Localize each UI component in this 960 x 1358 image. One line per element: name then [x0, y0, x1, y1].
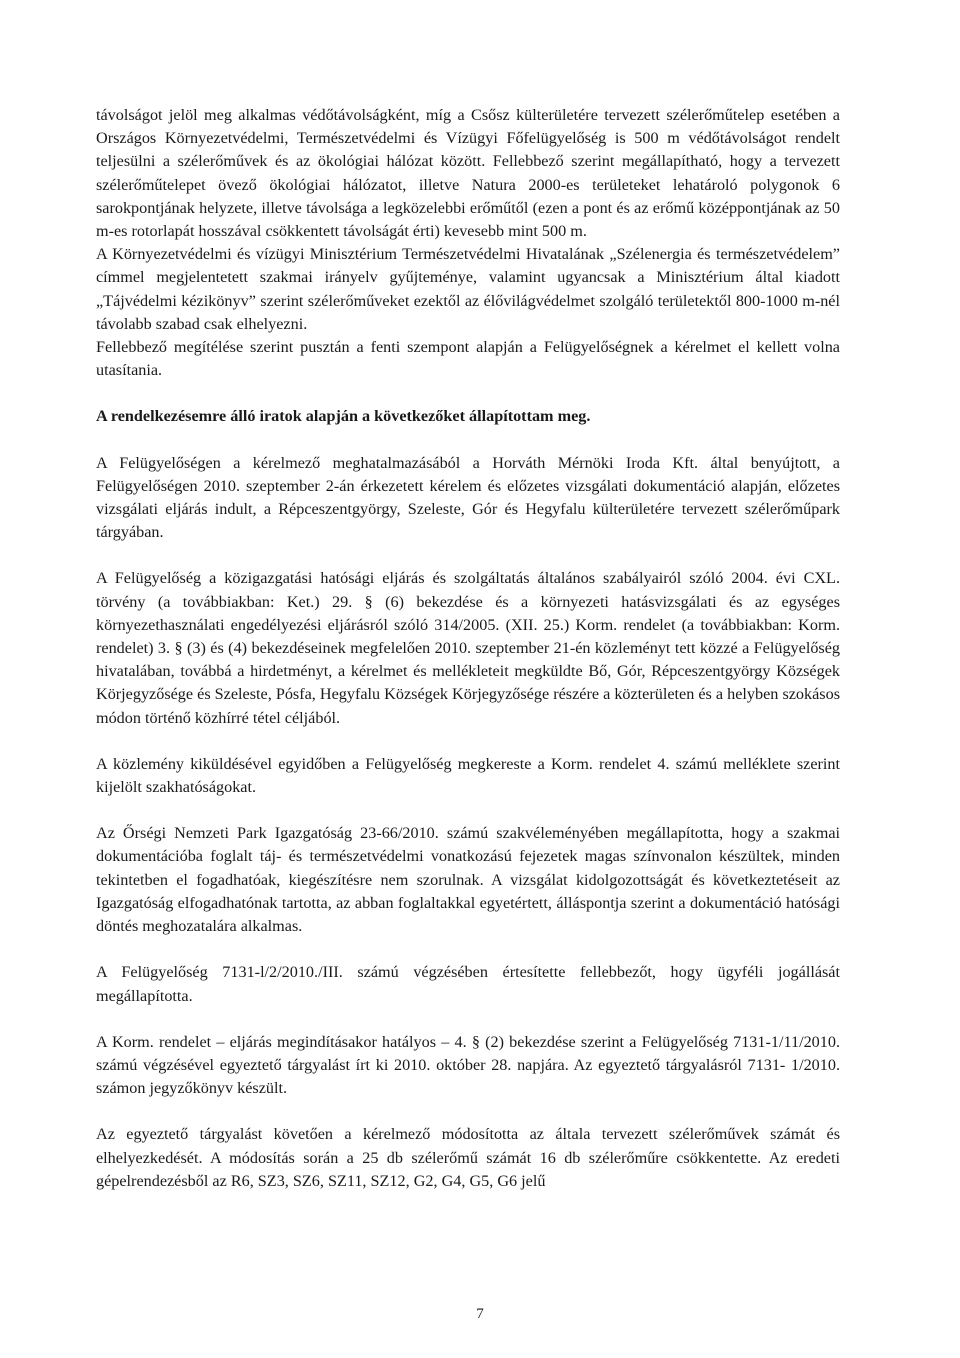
- spacer: [96, 1008, 840, 1031]
- paragraph-application: A Felügyelőségen a kérelmező meghatalmazásából a Horváth Mérnöki Iroda Kft. által benyújtott, a Felügyelőségen 2010. szeptember 2-án érkezetett kérelem és előzetes vizsgálati dokumentáció alapján, előzetes vizsgálati eljárás indult, a Répceszentgyörgy, Szeleste, Gór és Hegyfalu külterületére tervezett szélerőműpark tárgyában.: [96, 453, 840, 542]
- page-number: 7: [476, 1306, 484, 1322]
- spacer: [96, 382, 840, 405]
- document-page: [96, 104, 840, 1193]
- paragraph-appeal-distance: távolságot jelöl meg alkalmas védőtávolságként, míg a Csősz külterületére tervezett szélerőműtelep esetében a Országos Környezetvédelmi, Természetvédelmi és Vízügyi Főfelügyelőség is 500 m védőtávolságot rendelt teljesülni a szélerőművek és az ökológiai hálózat között. Fellebbező szerint megállapítható, hogy a tervezett szélerőműtelepet övező ökológiai hálózatot, illetve Natura 2000-es területeket lehatároló polygonok 6 sarokpontjának helyzete, illetve távolsága a legközelebbi erőműtől (ezen a pont és az erőmű középpontjának az 50 m-es rotorlapát hosszával csökkentett távolságát érti) kevesebb mint 500 m.: [96, 106, 840, 241]
- spacer: [96, 799, 840, 822]
- paragraph-national-park-opinion: Az Őrségi Nemzeti Park Igazgatóság 23-66/2010. számú szakvéleményében megállapította, hogy a szakmai dokumentációba foglalt táj- és természetvédelmi vonatkozású fejezetek magas színvonalon készültek, minden tekintetben el fogadhatóak, kiegészítésre nem szorulnak. A vizsgálat kidolgozottságát és következtetéseit az Igazgatóság elfogadhatónak tartotta, az abban foglaltakkal egyetértett, álláspontja szerint a dokumentáció hatósági döntés meghozatalára alkalmas.: [96, 824, 840, 936]
- spacer: [96, 544, 840, 567]
- paragraph-hearing: A Korm. rendelet – eljárás megindításakor hatályos – 4. § (2) bekezdése szerint a Felügyelőség 7131-1/11/2010. számú végzésével egyeztető tárgyalást írt ki 2010. október 28. napjára. Az egyeztető tárgyalásról 7131- 1/2010. számon jegyzőkönyv készült.: [96, 1032, 840, 1098]
- paragraph-procedure: A Felügyelőség a közigazgatási hatósági eljárás és szolgáltatás általános szabályairól szóló 2004. évi CXL. törvény (a továbbiakban: Ket.) 29. § (6) bekezdése és a környezeti hatásvizsgálati és az egységes környezethasználati engedélyezési eljárásról szóló 314/2005. (XII. 25.) Korm. rendelet (a továbbiakban: Korm. rendelet) 3. § (3) és (4) bekezdéseinek megfelelően 2010. szeptember 21-én közleményt tett közzé a Felügyelőség hivatalában, továbbá a hirdetményt, a kérelmet és mellékleteit megküldte Bő, Gór, Répceszentgyörgy Községek Körjegyzősége és Szeleste, Pósfa, Hegyfalu Községek Körjegyzősége részére a közterületen és a helyben szokásos módon történő közhírré tétel céljából.: [96, 569, 840, 727]
- spacer: [96, 938, 840, 961]
- spacer: [96, 429, 840, 452]
- paragraph-appellant-opinion: Fellebbező megítélése szerint pusztán a fenti szempont alapján a Felügyelőségnek a kérelmet el kellett volna utasítania.: [96, 338, 840, 380]
- paragraph-client-status: A Felügyelőség 7131-l/2/2010./III. számú végzésében értesítette fellebbezőt, hogy ügyféli jogállását megállapította.: [96, 963, 840, 1005]
- spacer: [96, 730, 840, 753]
- spacer: [96, 1100, 840, 1123]
- paragraph-modification: Az egyeztető tárgyalást követően a kérelmező módosította az általa tervezett szélerőművek számát és elhelyezkedését. A módosítás során a 25 db szélerőmű számát 16 db szélerőműre csökkentette. Az eredeti gépelrendezésből az R6, SZ3, SZ6, SZ11, SZ12, G2, G4, G5, G6 jelű: [96, 1125, 840, 1190]
- paragraph-authorities: A közlemény kiküldésével egyidőben a Felügyelőség megkereste a Korm. rendelet 4. számú melléklete szerint kijelölt szakhatóságokat.: [96, 754, 840, 797]
- section-heading: A rendelkezésemre álló iratok alapján a következőket állapítottam meg.: [96, 407, 591, 426]
- paragraph-ministry-guidelines: A Környezetvédelmi és vízügyi Minisztérium Természetvédelmi Hivatalának „Szélenergia és természetvédelem” címmel megjelentetett szakmai irányelv gyűjteménye, valamint ugyancsak a Minisztérium által kiadott „Tájvédelmi kézikönyv” szerint szélerőműveket ezektől az élővilágvédelmet szolgáló területektől 800-1000 m-nél távolabb szabad csak elhelyezni.: [96, 245, 840, 333]
